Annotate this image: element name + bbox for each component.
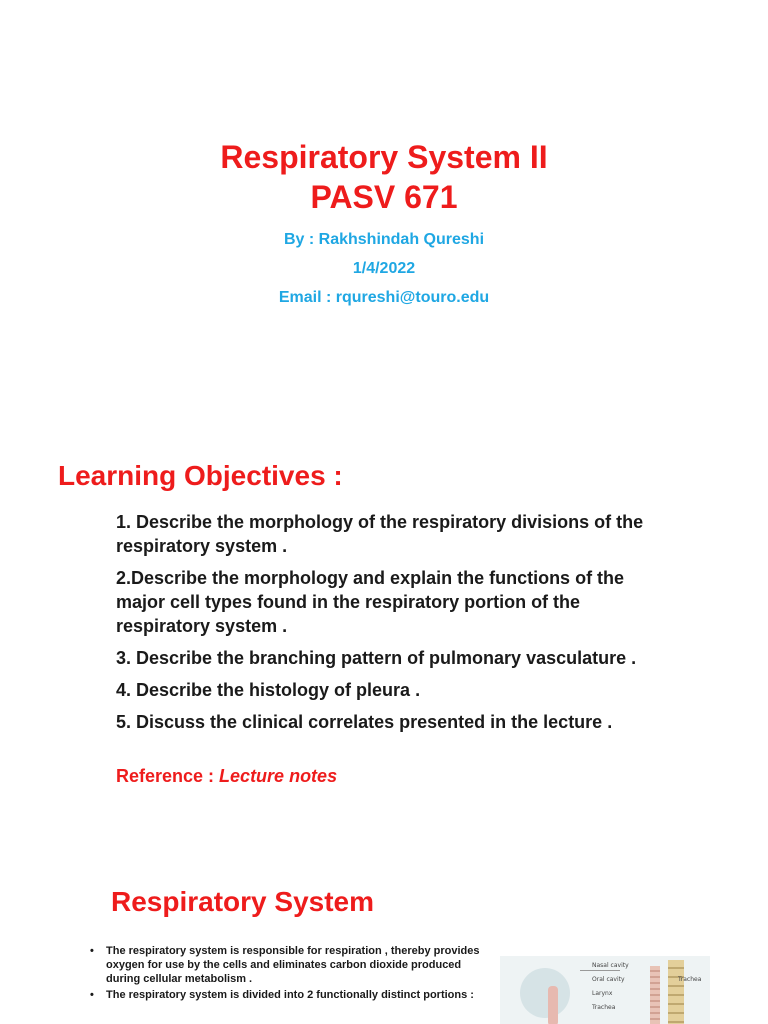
figure-label: Larynx [592, 990, 613, 997]
leader-line [580, 970, 620, 971]
figure-label: Oral cavity [592, 976, 625, 983]
objectives-list [116, 510, 676, 742]
slide-title: Respiratory System [111, 886, 375, 917]
figure-label: Trachea [678, 976, 702, 983]
bullet-item: • The respiratory system is responsible for respiration , thereby provides oxygen for use by the cells and eliminates carbon dioxide produced during cellular metabolism . [90, 944, 485, 986]
airway-shape [548, 986, 558, 1024]
objective-item: 4. Describe the histology of pleura . [116, 680, 421, 700]
objective-item: 1. Describe the morphology of the respiratory divisions of the respiratory system . [116, 512, 644, 556]
figure-label: Nasal cavity [592, 962, 629, 969]
course-code: PASV 671 [310, 179, 458, 215]
objectives-title: Learning Objectives : [58, 460, 343, 491]
spine-shape [668, 960, 684, 1024]
reference-value: Lecture notes [219, 766, 338, 786]
title-slide [0, 0, 768, 440]
bullet-item: • The respiratory system is divided into 2 functionally distinct portions : [90, 988, 485, 1002]
date: 1/4/2022 [352, 260, 416, 277]
trachea-shape [650, 966, 660, 1024]
bullet-list [90, 944, 485, 1004]
objective-item: 2.Describe the morphology and explain the functions of the major cell types found in the respiratory portion of the respiratory system . [116, 568, 625, 636]
objectives-slide [0, 440, 768, 840]
anatomy-figure [500, 956, 710, 1024]
author: By : Rakhshindah Qureshi [283, 231, 485, 248]
email: Email : rqureshi@touro.edu [278, 289, 490, 306]
reference [116, 766, 337, 787]
respiratory-system-slide [0, 840, 768, 1024]
objective-item: 5. Discuss the clinical correlates presented in the lecture . [116, 712, 613, 732]
objective-item: 3. Describe the branching pattern of pulmonary vasculature . [116, 648, 637, 668]
figure-label: Trachea [592, 1004, 616, 1011]
head-silhouette [520, 968, 570, 1018]
slide-title: Respiratory System II [220, 139, 548, 175]
reference-label: Reference : [116, 766, 220, 786]
